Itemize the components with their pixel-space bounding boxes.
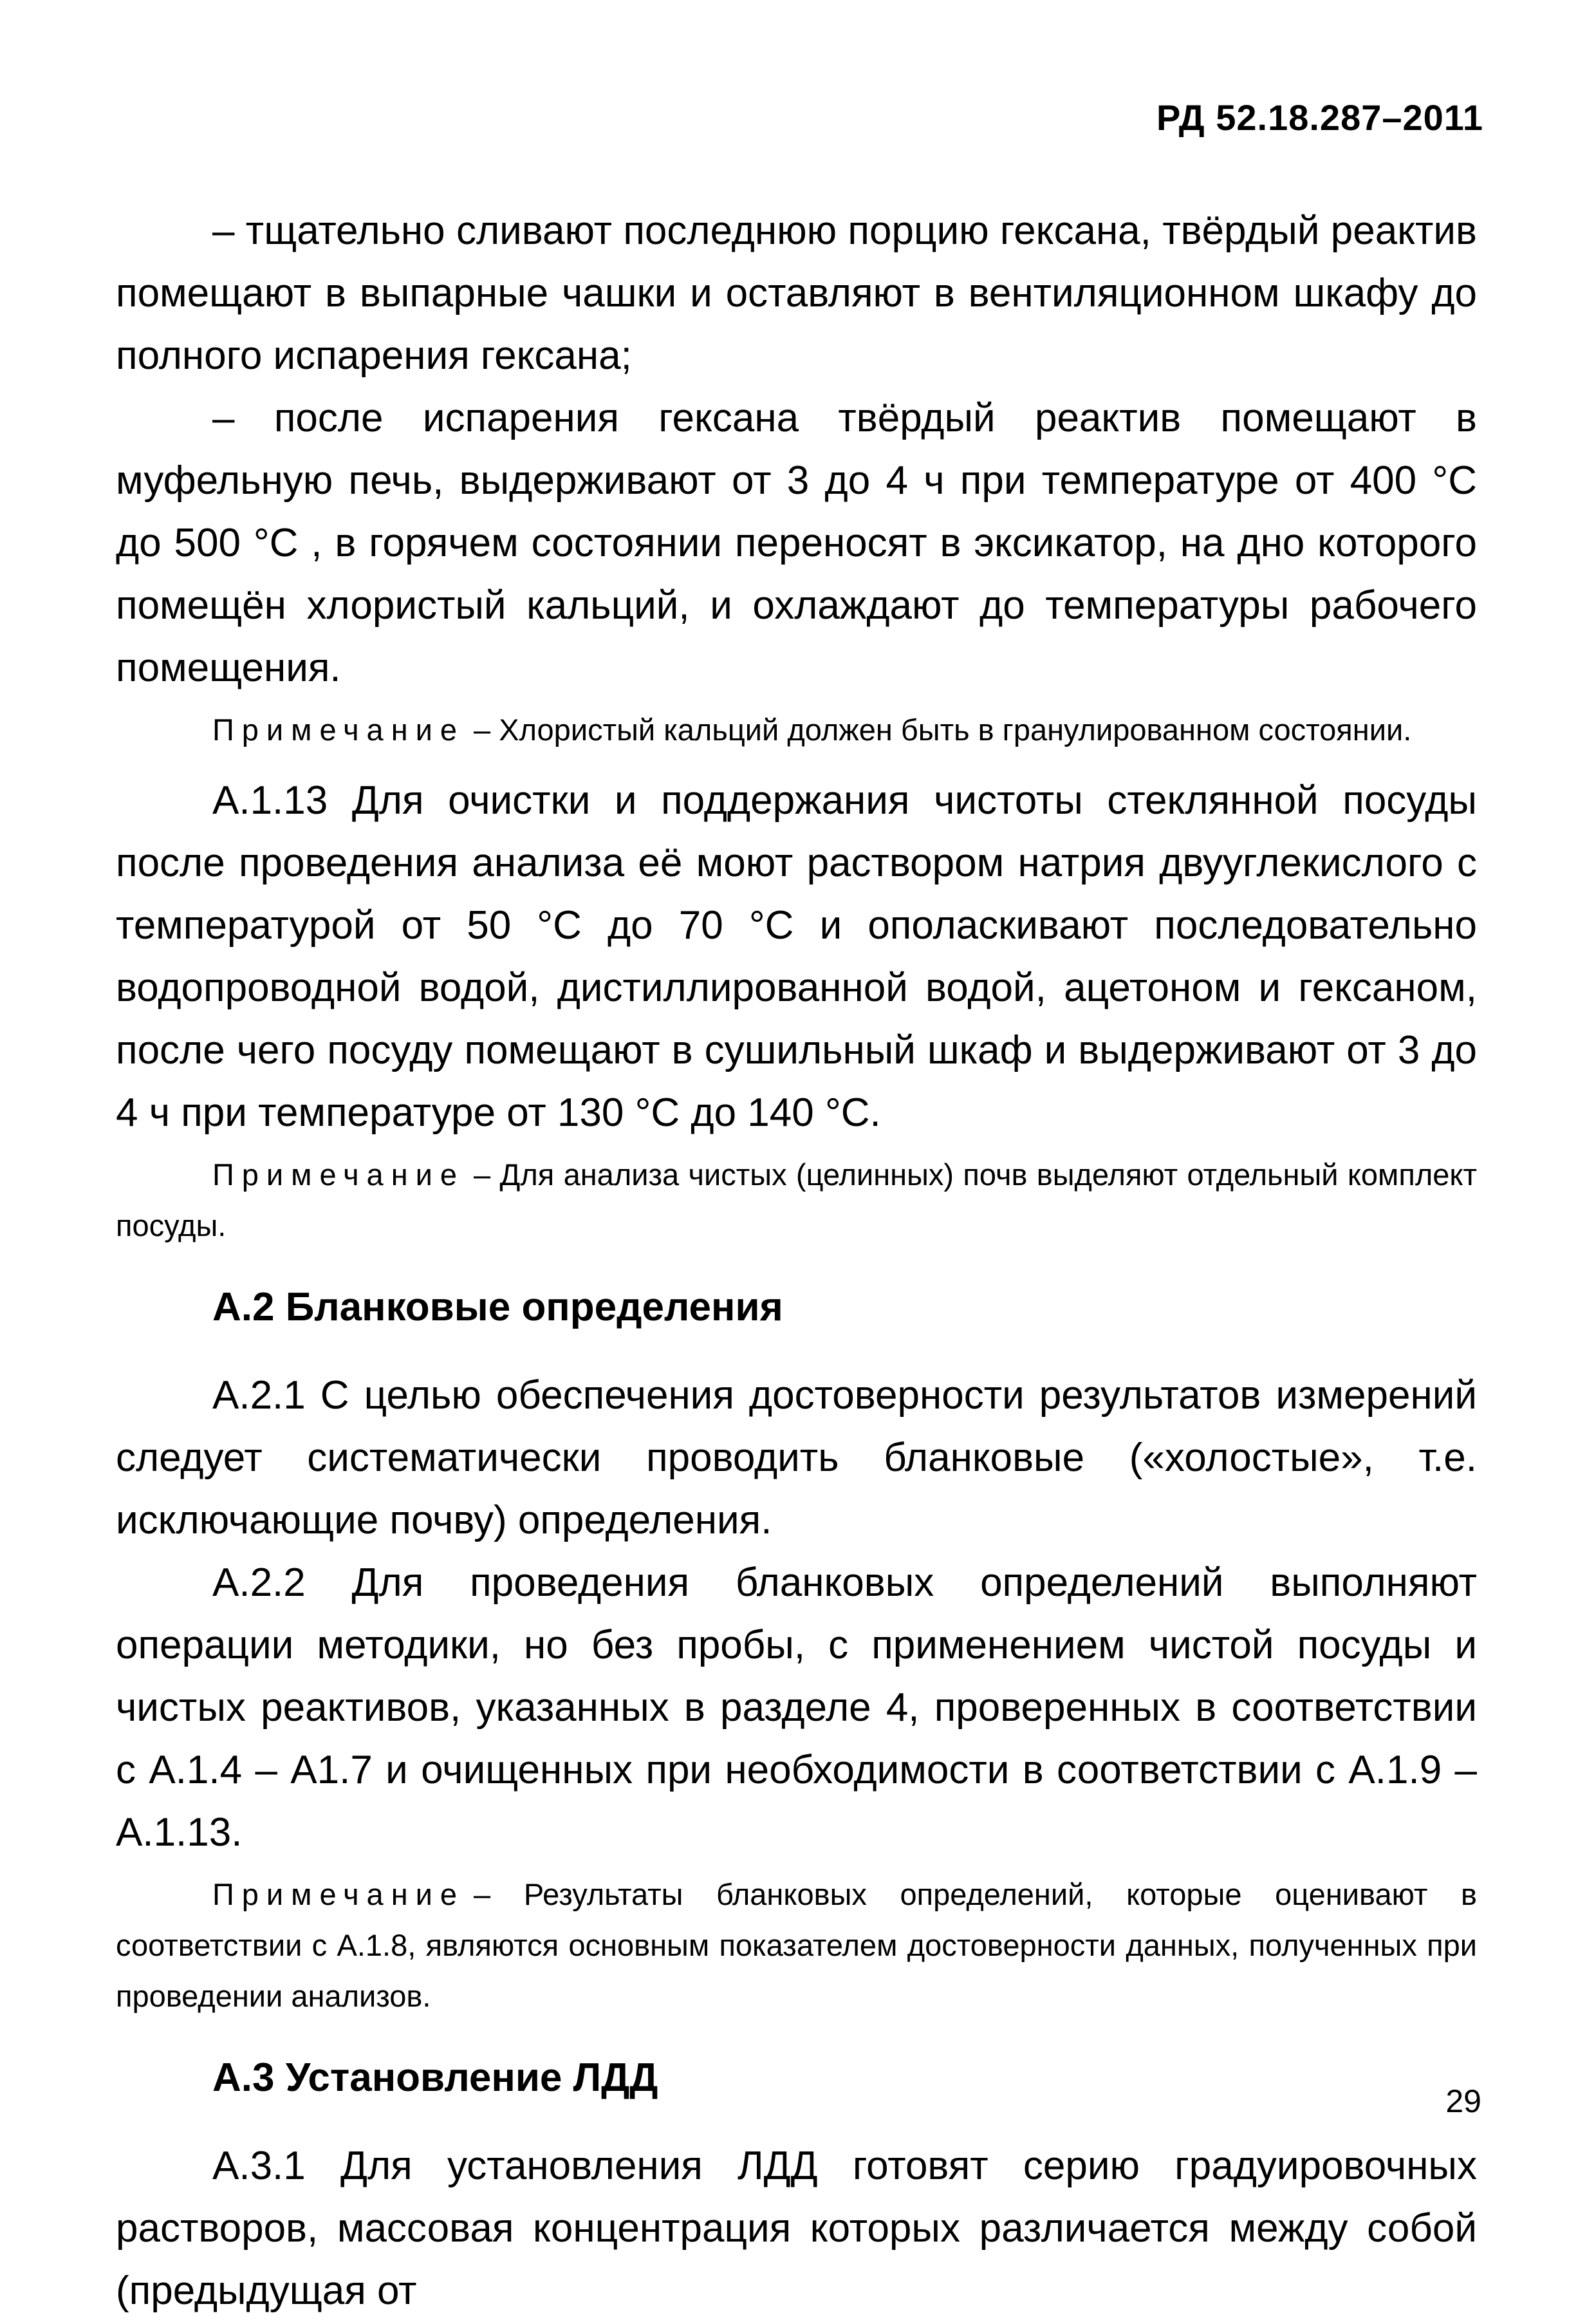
section-heading-a2: А.2 Бланковые определения [212,1285,783,1329]
paragraph-a3-1: А.3.1 Для установления ЛДД готовят серию градуировочных растворов, массовая концентрация которых различается между собой (предыдущая от [116,2144,1477,2313]
page-body [116,200,1477,2322]
paragraph-a2-1: А.2.1 С целью обеспечения достоверности результатов измерений следует систематически проводить бланковые («холостые», т.е. исключающие почву) определения. [116,1373,1477,1542]
note-clean-soils [116,1149,1477,1251]
section-heading-a3: А.3 Установление ЛДД [212,2055,658,2100]
note-text: – Хлористый кальций должен быть в гранулированном состоянии. [474,713,1412,747]
document-code: РД 52.18.287–2011 [1156,97,1483,138]
note-blank-results [116,1869,1477,2021]
note-label: Примечание [212,1157,465,1192]
page-number: 29 [1445,2083,1481,2119]
paragraph-muffle-furnace: – после испарения гексана твёрдый реактив помещают в муфельную печь, выдерживают от 3 до 4 ч при температуре от 400 °С до 500 °С , в горячем состоянии переносят в эксикатор, на дно которого помещён хлористый кальций, и охлаждают до температуры рабочего помещения. [116,396,1477,690]
note-label: Примечание [212,713,465,747]
paragraph-a1-13: А.1.13 Для очистки и поддержания чистоты стеклянной посуды после проведения анализа её моют раствором натрия двууглекислого с температурой от 50 °С до 70 °С и ополаскивают последовательно водопроводной водой, дистиллированной водой, ацетоном и гексаном, после чего посуду помещают в сушильный шкаф и выдерживают от 3 до 4 ч при температуре от 130 °С до 140 °С. [116,778,1477,1135]
paragraph-a2-2: А.2.2 Для проведения бланковых определений выполняют операции методики, но без пробы, с применением чистой посуды и чистых реактивов, указанных в разделе 4, проверенных в соответствии с А.1.4 – А1.7 и очищенных при необходимости в соответствии с А.1.9 – А.1.13. [116,1560,1477,1855]
paragraph-hexane-drain: – тщательно сливают последнюю порцию гексана, твёрдый реактив помещают в выпарные чашки и оставляют в вентиляционном шкафу до полного испарения гексана; [116,209,1477,378]
note-text: – Для анализа чистых (целинных) почв выделяют отдельный комплект посуды. [116,1157,1477,1242]
note-text: – Результаты бланковых определений, которые оценивают в соответствии с А.1.8, являются основным показателем достоверности данных, полученных при проведении анализов. [116,1877,1477,2013]
note-calcium-chloride [116,704,1477,755]
note-label: Примечание [212,1877,465,1911]
